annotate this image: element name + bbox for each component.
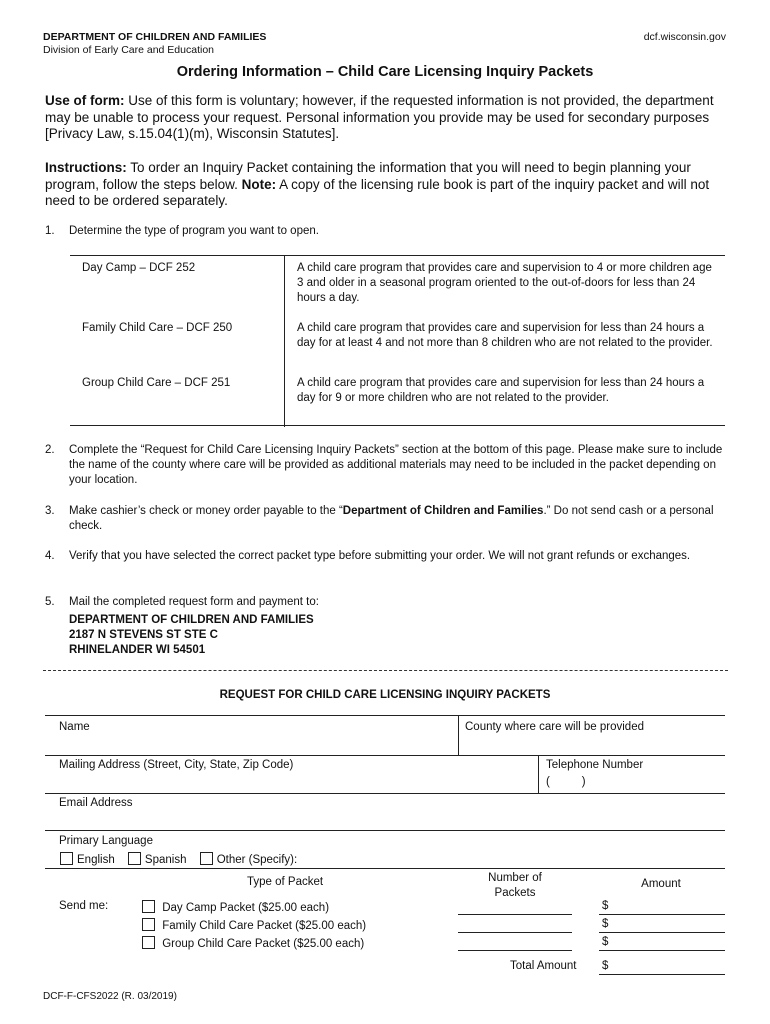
quantity-field[interactable] — [458, 914, 572, 915]
step-number: 3. — [45, 505, 55, 517]
packet-option-group-child-care[interactable] — [142, 936, 364, 950]
language-options — [60, 852, 307, 866]
address-line: RHINELANDER WI 54501 — [69, 644, 206, 656]
packet-option-family-child-care[interactable] — [142, 918, 366, 932]
step-2 — [45, 443, 730, 488]
form-id: DCF-F-CFS2022 (R. 03/2019) — [43, 991, 177, 1002]
form-divider — [45, 715, 725, 716]
step-1 — [45, 224, 730, 239]
amount-field[interactable] — [599, 932, 725, 933]
checkbox[interactable] — [142, 900, 155, 913]
packet-label: Day Camp Packet ($25.00 each) — [162, 902, 330, 914]
checkbox[interactable] — [60, 852, 73, 865]
form-divider — [458, 715, 459, 755]
page-title: Ordering Information – Child Care Licensing Inquiry Packets — [176, 64, 594, 80]
mailing-address — [69, 613, 314, 658]
checkbox[interactable] — [142, 918, 155, 931]
telephone-label: Telephone Number — [546, 759, 644, 771]
program-types-table — [70, 255, 725, 427]
amount-field[interactable] — [599, 914, 725, 915]
step-number: 1. — [45, 225, 55, 237]
mailing-address-label: Mailing Address (Street, City, State, Zip Code) — [59, 759, 294, 771]
program-name: Group Child Care – DCF 251 — [70, 372, 285, 427]
checkbox[interactable] — [128, 852, 141, 865]
email-label: Email Address — [59, 797, 133, 809]
header-line: Number of — [488, 872, 542, 884]
website-link[interactable]: dcf.wisconsin.gov — [643, 31, 726, 43]
instructions-label: Instructions: — [45, 160, 127, 175]
form-divider — [538, 755, 539, 793]
use-of-form-paragraph — [45, 93, 730, 143]
option-label: Spanish — [144, 854, 187, 866]
cut-line — [43, 670, 728, 671]
payee-name: Department of Children and Families — [342, 505, 544, 517]
county-field[interactable] — [465, 738, 720, 753]
request-form-title: REQUEST FOR CHILD CARE LICENSING INQUIRY PACKETS — [219, 689, 551, 701]
telephone-field[interactable]: ( ) — [546, 776, 586, 788]
instructions-text: To order an Inquiry Packet containing the information that you will need to begin planning your program, follow the steps below. — [45, 160, 691, 192]
table-row — [70, 255, 725, 317]
amount-header: Amount — [641, 878, 681, 890]
packet-label: Group Child Care Packet ($25.00 each) — [162, 938, 365, 950]
quantity-field[interactable] — [458, 932, 572, 933]
step-number: 4. — [45, 550, 55, 562]
step-text: Determine the type of program you want to open. — [69, 225, 319, 237]
type-of-packet-header: Type of Packet — [247, 876, 324, 888]
packet-option-day-camp[interactable] — [142, 900, 329, 914]
program-description: A child care program that provides care and supervision for less than 24 hours a day for 9 or more children who are not related to the provider. — [297, 377, 705, 404]
department-name: DEPARTMENT OF CHILDREN AND FAMILIES — [43, 31, 267, 43]
total-amount-label: Total Amount — [510, 960, 577, 972]
packet-label: Family Child Care Packet ($25.00 each) — [162, 920, 367, 932]
quantity-field[interactable] — [458, 950, 572, 951]
table-row — [70, 372, 725, 427]
program-name: Family Child Care – DCF 250 — [70, 317, 285, 372]
address-line: 2187 N STEVENS ST STE C — [69, 629, 218, 641]
dollar-sign: $ — [602, 918, 609, 930]
address-line: DEPARTMENT OF CHILDREN AND FAMILIES — [69, 614, 314, 626]
step-text-pre: Make cashier’s check or money order payable to the “ — [69, 505, 343, 517]
dollar-sign: $ — [602, 900, 609, 912]
form-divider — [45, 793, 725, 794]
language-option-other[interactable] — [200, 852, 298, 866]
step-3 — [45, 504, 730, 534]
step-text-post: .” Do not send cash or a personal check. — [69, 505, 714, 532]
step-text — [69, 504, 730, 534]
dollar-sign: $ — [602, 960, 609, 972]
step-number: 5. — [45, 596, 55, 608]
form-divider — [45, 755, 725, 756]
amount-field[interactable] — [599, 950, 725, 951]
number-of-packets-header — [458, 871, 572, 901]
mailing-address-field[interactable] — [60, 776, 530, 791]
total-amount-field[interactable] — [599, 974, 725, 975]
instructions-paragraph — [45, 160, 730, 210]
table-bottom-border — [70, 425, 725, 426]
program-description: A child care program that provides care and supervision to 4 or more children age 3 and older in a seasonal program oriented to the out-of-doors for less than 24 hours a day. — [297, 262, 712, 304]
language-option-spanish[interactable] — [128, 852, 187, 866]
step-4 — [45, 549, 730, 564]
note-text: A copy of the licensing rule book is part of the inquiry packet and will not need to be ordered separately. — [45, 176, 710, 208]
option-label: English — [77, 854, 115, 866]
note-label: Note: — [241, 176, 277, 192]
use-of-form-label: Use of form: — [45, 93, 125, 108]
step-text: Verify that you have selected the correct packet type before submitting your order. We will not grant refunds or exchanges. — [69, 550, 691, 562]
send-me-label: Send me: — [59, 900, 109, 912]
header-line: Packets — [494, 887, 536, 899]
division-name: Division of Early Care and Education — [43, 44, 215, 56]
option-label: Other (Specify): — [216, 854, 298, 866]
step-text: Mail the completed request form and payment to: — [69, 596, 319, 608]
step-text: Complete the “Request for Child Care Licensing Inquiry Packets” section at the bottom of this page. Please make sure to include the name of the county where care will be provided as additional materials may need to be included in the packet depending on your location. — [69, 444, 723, 486]
use-of-form-text: Use of this form is voluntary; however, if the requested information is not provided, the department may be unable to process your request. Personal information you provide may be used for secondary purposes [Privacy Law, s.15.04(1)(m), Wisconsin Statutes]. — [45, 93, 714, 141]
form-divider — [45, 868, 725, 869]
language-option-english[interactable] — [60, 852, 115, 866]
program-description: A child care program that provides care and supervision for less than 24 hours a day for at least 4 and not more than 8 children who are not related to the provider. — [297, 322, 713, 349]
step-5 — [45, 595, 730, 610]
form-divider — [45, 830, 725, 831]
step-number: 2. — [45, 444, 55, 456]
name-field[interactable] — [60, 738, 450, 753]
name-label: Name — [59, 721, 90, 733]
primary-language-label: Primary Language — [59, 835, 153, 847]
checkbox[interactable] — [200, 852, 213, 865]
checkbox[interactable] — [142, 936, 155, 949]
county-label: County where care will be provided — [465, 721, 644, 733]
program-name: Day Camp – DCF 252 — [70, 255, 285, 317]
table-row — [70, 317, 725, 372]
email-field[interactable] — [60, 813, 720, 828]
dollar-sign: $ — [602, 936, 609, 948]
